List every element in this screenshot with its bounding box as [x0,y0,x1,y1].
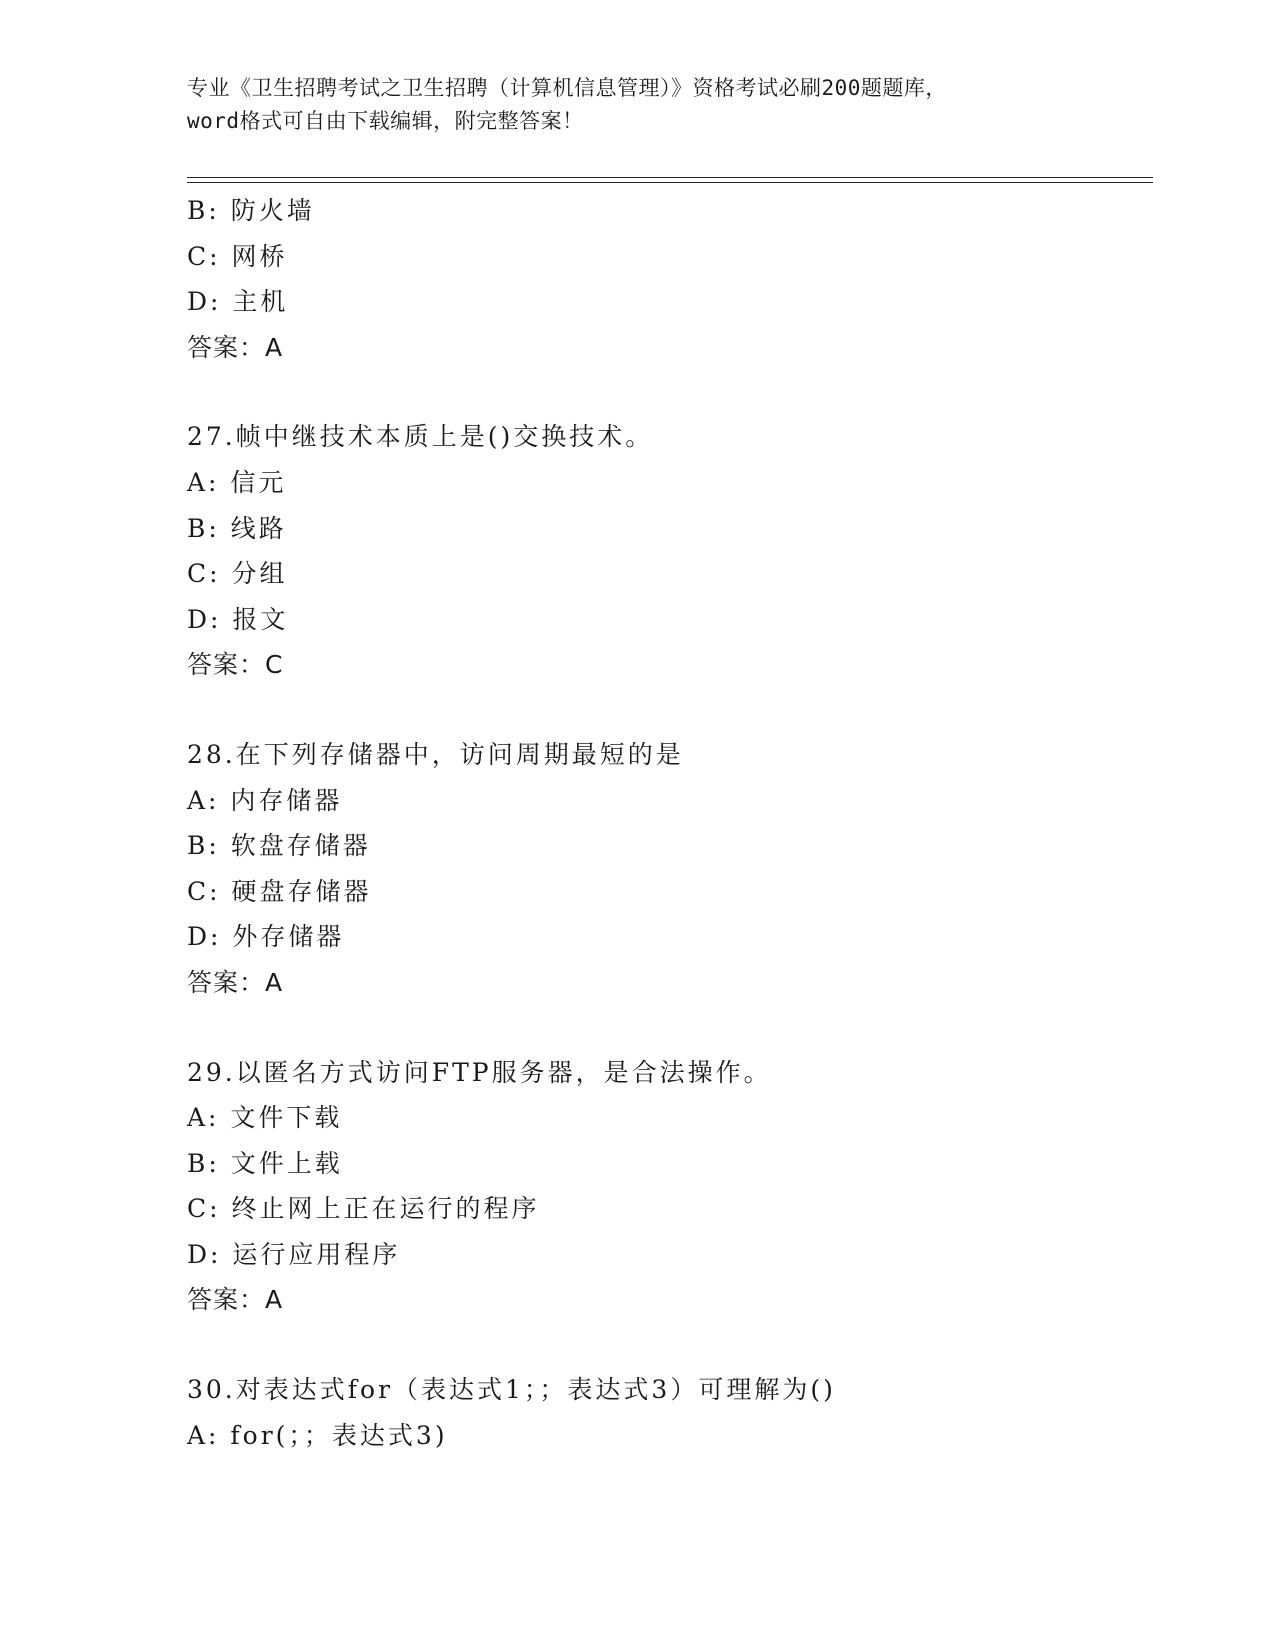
question-stem: 30.对表达式for（表达式1；；表达式3）可理解为() [187,1375,836,1405]
option-b: B: 防火墙 [187,196,315,225]
question-block-26 [187,188,1153,370]
answer: 答案：A [187,967,284,997]
header-line-2: word格式可自由下载编辑，附完整答案！ [187,109,584,133]
option-c: C: 分组 [187,559,288,589]
answer: 答案：C [187,650,284,680]
option-b: B: 软盘存储器 [187,831,371,861]
question-block-29 [187,1050,1153,1324]
option-a: A: 信元 [187,467,287,497]
header-divider-top [187,177,1153,178]
option-a: A: 内存储器 [187,785,343,815]
option-b: B: 线路 [187,513,287,543]
option-c: C: 网桥 [187,241,288,271]
answer: 答案：A [187,332,284,362]
option-b: B: 文件上载 [187,1148,343,1178]
document-header [187,72,1087,138]
option-c: C: 硬盘存储器 [187,876,372,906]
question-stem: 28.在下列存储器中，访问周期最短的是 [187,739,684,769]
question-block-30 [187,1367,1153,1458]
option-d: D: 主机 [187,287,289,317]
question-block-28 [187,732,1153,1006]
option-d: D: 外存储器 [187,922,345,952]
option-a: A: for(；；表达式3) [187,1420,448,1450]
option-d: D: 报文 [187,604,289,634]
option-a: A: 文件下载 [187,1103,343,1133]
header-line-1: 专业《卫生招聘考试之卫生招聘（计算机信息管理）》资格考试必刷200题题库， [187,76,947,100]
question-list [187,188,1153,1458]
option-d: D: 运行应用程序 [187,1239,401,1269]
answer: 答案：A [187,1285,284,1315]
question-stem: 29.以匿名方式访问FTP服务器，是合法操作。 [187,1057,772,1087]
option-c: C: 终止网上正在运行的程序 [187,1194,540,1224]
header-divider-bottom [187,182,1153,183]
question-stem: 27.帧中继技术本质上是()交换技术。 [187,422,654,452]
question-block-27 [187,414,1153,688]
